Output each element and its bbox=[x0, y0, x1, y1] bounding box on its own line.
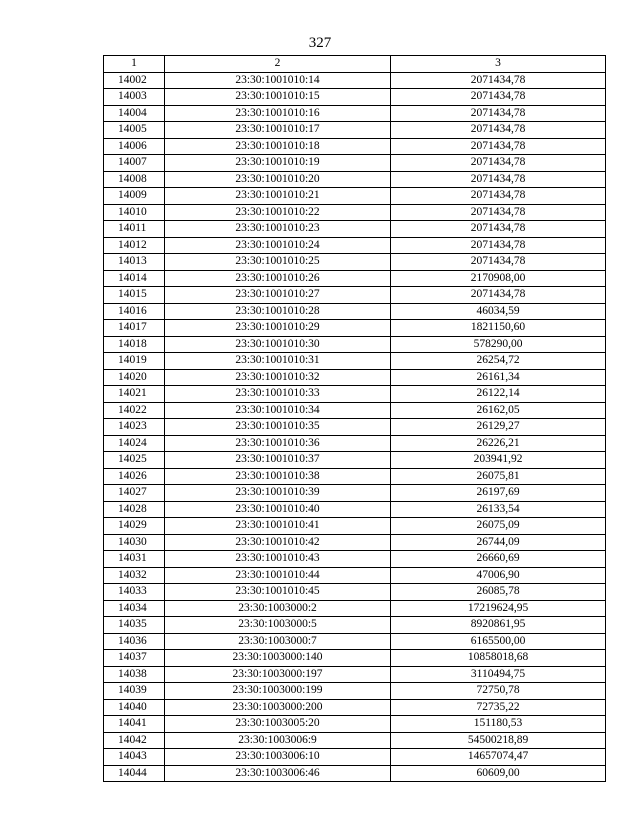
cadastral-number-cell: 23:30:1003005:20 bbox=[165, 716, 391, 733]
value-cell: 8920861,95 bbox=[391, 617, 606, 634]
value-cell: 60609,00 bbox=[391, 765, 606, 782]
page-number: 327 bbox=[308, 35, 332, 51]
row-number-cell: 14002 bbox=[104, 72, 165, 89]
value-cell: 26254,72 bbox=[391, 353, 606, 370]
column-header-2: 2 bbox=[165, 56, 391, 73]
table-row bbox=[104, 402, 606, 419]
value-cell: 2071434,78 bbox=[391, 122, 606, 139]
cadastral-number-cell: 23:30:1003006:46 bbox=[165, 765, 391, 782]
table-row bbox=[104, 485, 606, 502]
cadastral-number-cell: 23:30:1001010:33 bbox=[165, 386, 391, 403]
table-row bbox=[104, 270, 606, 287]
row-number-cell: 14015 bbox=[104, 287, 165, 304]
table-row bbox=[104, 254, 606, 271]
row-number-cell: 14025 bbox=[104, 452, 165, 469]
value-cell: 578290,00 bbox=[391, 336, 606, 353]
cadastral-number-cell: 23:30:1001010:22 bbox=[165, 204, 391, 221]
value-cell: 203941,92 bbox=[391, 452, 606, 469]
row-number-cell: 14007 bbox=[104, 155, 165, 172]
value-cell: 26162,05 bbox=[391, 402, 606, 419]
cadastral-number-cell: 23:30:1001010:30 bbox=[165, 336, 391, 353]
table-header-row bbox=[104, 56, 606, 73]
cadastral-number-cell: 23:30:1001010:43 bbox=[165, 551, 391, 568]
row-number-cell: 14030 bbox=[104, 534, 165, 551]
cadastral-number-cell: 23:30:1001010:25 bbox=[165, 254, 391, 271]
table-row bbox=[104, 320, 606, 337]
cadastral-number-cell: 23:30:1001010:21 bbox=[165, 188, 391, 205]
row-number-cell: 14027 bbox=[104, 485, 165, 502]
cadastral-number-cell: 23:30:1001010:16 bbox=[165, 105, 391, 122]
value-cell: 10858018,68 bbox=[391, 650, 606, 667]
table-row bbox=[104, 303, 606, 320]
table-row bbox=[104, 171, 606, 188]
table-row bbox=[104, 567, 606, 584]
row-number-cell: 14022 bbox=[104, 402, 165, 419]
row-number-cell: 14003 bbox=[104, 89, 165, 106]
row-number-cell: 14028 bbox=[104, 501, 165, 518]
row-number-cell: 14037 bbox=[104, 650, 165, 667]
value-cell: 54500218,89 bbox=[391, 732, 606, 749]
value-cell: 26085,78 bbox=[391, 584, 606, 601]
value-cell: 26122,14 bbox=[391, 386, 606, 403]
cadastral-number-cell: 23:30:1001010:34 bbox=[165, 402, 391, 419]
table-row bbox=[104, 435, 606, 452]
row-number-cell: 14005 bbox=[104, 122, 165, 139]
table-row bbox=[104, 188, 606, 205]
row-number-cell: 14038 bbox=[104, 666, 165, 683]
table-row bbox=[104, 551, 606, 568]
column-header-3: 3 bbox=[391, 56, 606, 73]
cadastral-number-cell: 23:30:1001010:45 bbox=[165, 584, 391, 601]
row-number-cell: 14043 bbox=[104, 749, 165, 766]
value-cell: 2071434,78 bbox=[391, 155, 606, 172]
value-cell: 26075,09 bbox=[391, 518, 606, 535]
value-cell: 2071434,78 bbox=[391, 72, 606, 89]
column-header-1: 1 bbox=[104, 56, 165, 73]
value-cell: 26161,34 bbox=[391, 369, 606, 386]
cadastral-number-cell: 23:30:1001010:24 bbox=[165, 237, 391, 254]
row-number-cell: 14023 bbox=[104, 419, 165, 436]
row-number-cell: 14021 bbox=[104, 386, 165, 403]
table-row bbox=[104, 501, 606, 518]
row-number-cell: 14034 bbox=[104, 600, 165, 617]
cadastral-number-cell: 23:30:1001010:23 bbox=[165, 221, 391, 238]
row-number-cell: 14026 bbox=[104, 468, 165, 485]
value-cell: 2071434,78 bbox=[391, 254, 606, 271]
value-cell: 2071434,78 bbox=[391, 287, 606, 304]
row-number-cell: 14033 bbox=[104, 584, 165, 601]
value-cell: 2071434,78 bbox=[391, 105, 606, 122]
row-number-cell: 14041 bbox=[104, 716, 165, 733]
cadastral-number-cell: 23:30:1001010:29 bbox=[165, 320, 391, 337]
cadastral-number-cell: 23:30:1001010:28 bbox=[165, 303, 391, 320]
table-body bbox=[104, 72, 606, 782]
table-row bbox=[104, 716, 606, 733]
value-cell: 2170908,00 bbox=[391, 270, 606, 287]
value-cell: 2071434,78 bbox=[391, 89, 606, 106]
table-row bbox=[104, 155, 606, 172]
row-number-cell: 14035 bbox=[104, 617, 165, 634]
row-number-cell: 14044 bbox=[104, 765, 165, 782]
table-row bbox=[104, 518, 606, 535]
row-number-cell: 14031 bbox=[104, 551, 165, 568]
value-cell: 26660,69 bbox=[391, 551, 606, 568]
value-cell: 2071434,78 bbox=[391, 221, 606, 238]
value-cell: 2071434,78 bbox=[391, 171, 606, 188]
value-cell: 26129,27 bbox=[391, 419, 606, 436]
cadastral-number-cell: 23:30:1003000:200 bbox=[165, 699, 391, 716]
row-number-cell: 14013 bbox=[104, 254, 165, 271]
cadastral-number-cell: 23:30:1001010:20 bbox=[165, 171, 391, 188]
cadastral-number-cell: 23:30:1001010:35 bbox=[165, 419, 391, 436]
cadastral-number-cell: 23:30:1003000:5 bbox=[165, 617, 391, 634]
cadastral-number-cell: 23:30:1003000:7 bbox=[165, 633, 391, 650]
cadastral-number-cell: 23:30:1003000:199 bbox=[165, 683, 391, 700]
value-cell: 17219624,95 bbox=[391, 600, 606, 617]
row-number-cell: 14036 bbox=[104, 633, 165, 650]
value-cell: 6165500,00 bbox=[391, 633, 606, 650]
cadastral-number-cell: 23:30:1001010:27 bbox=[165, 287, 391, 304]
row-number-cell: 14018 bbox=[104, 336, 165, 353]
value-cell: 26226,21 bbox=[391, 435, 606, 452]
value-cell: 26133,54 bbox=[391, 501, 606, 518]
row-number-cell: 14009 bbox=[104, 188, 165, 205]
table-row bbox=[104, 584, 606, 601]
cadastral-number-cell: 23:30:1001010:18 bbox=[165, 138, 391, 155]
row-number-cell: 14029 bbox=[104, 518, 165, 535]
value-cell: 2071434,78 bbox=[391, 138, 606, 155]
cadastral-number-cell: 23:30:1001010:41 bbox=[165, 518, 391, 535]
row-number-cell: 14040 bbox=[104, 699, 165, 716]
cadastral-number-cell: 23:30:1003000:197 bbox=[165, 666, 391, 683]
value-cell: 2071434,78 bbox=[391, 188, 606, 205]
table-row bbox=[104, 122, 606, 139]
cadastral-number-cell: 23:30:1001010:31 bbox=[165, 353, 391, 370]
value-cell: 151180,53 bbox=[391, 716, 606, 733]
row-number-cell: 14011 bbox=[104, 221, 165, 238]
table-row bbox=[104, 287, 606, 304]
table-row bbox=[104, 138, 606, 155]
cadastral-number-cell: 23:30:1001010:14 bbox=[165, 72, 391, 89]
table-row bbox=[104, 89, 606, 106]
table-row bbox=[104, 336, 606, 353]
table-row bbox=[104, 749, 606, 766]
row-number-cell: 14010 bbox=[104, 204, 165, 221]
table-row bbox=[104, 650, 606, 667]
value-cell: 26075,81 bbox=[391, 468, 606, 485]
table-row bbox=[104, 633, 606, 650]
table-row bbox=[104, 534, 606, 551]
row-number-cell: 14014 bbox=[104, 270, 165, 287]
value-cell: 26197,69 bbox=[391, 485, 606, 502]
row-number-cell: 14017 bbox=[104, 320, 165, 337]
table-row bbox=[104, 369, 606, 386]
table-row bbox=[104, 683, 606, 700]
row-number-cell: 14016 bbox=[104, 303, 165, 320]
row-number-cell: 14039 bbox=[104, 683, 165, 700]
value-cell: 1821150,60 bbox=[391, 320, 606, 337]
table-row bbox=[104, 617, 606, 634]
row-number-cell: 14042 bbox=[104, 732, 165, 749]
cadastral-number-cell: 23:30:1003006:9 bbox=[165, 732, 391, 749]
table-row bbox=[104, 386, 606, 403]
cadastral-number-cell: 23:30:1001010:40 bbox=[165, 501, 391, 518]
value-cell: 72750,78 bbox=[391, 683, 606, 700]
cadastral-number-cell: 23:30:1003000:2 bbox=[165, 600, 391, 617]
table-row bbox=[104, 765, 606, 782]
table-row bbox=[104, 419, 606, 436]
cadastral-number-cell: 23:30:1001010:37 bbox=[165, 452, 391, 469]
row-number-cell: 14024 bbox=[104, 435, 165, 452]
value-cell: 47006,90 bbox=[391, 567, 606, 584]
cadastral-number-cell: 23:30:1001010:17 bbox=[165, 122, 391, 139]
table-row bbox=[104, 732, 606, 749]
table-row bbox=[104, 237, 606, 254]
cadastral-number-cell: 23:30:1001010:15 bbox=[165, 89, 391, 106]
value-cell: 72735,22 bbox=[391, 699, 606, 716]
row-number-cell: 14019 bbox=[104, 353, 165, 370]
table-row bbox=[104, 699, 606, 716]
table-row bbox=[104, 221, 606, 238]
value-cell: 14657074,47 bbox=[391, 749, 606, 766]
cadastral-number-cell: 23:30:1001010:19 bbox=[165, 155, 391, 172]
row-number-cell: 14008 bbox=[104, 171, 165, 188]
row-number-cell: 14004 bbox=[104, 105, 165, 122]
data-table bbox=[103, 55, 606, 782]
cadastral-number-cell: 23:30:1001010:38 bbox=[165, 468, 391, 485]
table-row bbox=[104, 353, 606, 370]
cadastral-number-cell: 23:30:1001010:32 bbox=[165, 369, 391, 386]
value-cell: 2071434,78 bbox=[391, 237, 606, 254]
table-row bbox=[104, 452, 606, 469]
table-row bbox=[104, 666, 606, 683]
table-row bbox=[104, 204, 606, 221]
cadastral-number-cell: 23:30:1001010:42 bbox=[165, 534, 391, 551]
value-cell: 46034,59 bbox=[391, 303, 606, 320]
table-row bbox=[104, 105, 606, 122]
table-row bbox=[104, 72, 606, 89]
row-number-cell: 14032 bbox=[104, 567, 165, 584]
cadastral-number-cell: 23:30:1001010:26 bbox=[165, 270, 391, 287]
cadastral-number-cell: 23:30:1003000:140 bbox=[165, 650, 391, 667]
row-number-cell: 14020 bbox=[104, 369, 165, 386]
value-cell: 2071434,78 bbox=[391, 204, 606, 221]
table-row bbox=[104, 600, 606, 617]
value-cell: 26744,09 bbox=[391, 534, 606, 551]
cadastral-number-cell: 23:30:1003006:10 bbox=[165, 749, 391, 766]
value-cell: 3110494,75 bbox=[391, 666, 606, 683]
cadastral-number-cell: 23:30:1001010:36 bbox=[165, 435, 391, 452]
row-number-cell: 14012 bbox=[104, 237, 165, 254]
cadastral-number-cell: 23:30:1001010:44 bbox=[165, 567, 391, 584]
row-number-cell: 14006 bbox=[104, 138, 165, 155]
table-row bbox=[104, 468, 606, 485]
cadastral-number-cell: 23:30:1001010:39 bbox=[165, 485, 391, 502]
